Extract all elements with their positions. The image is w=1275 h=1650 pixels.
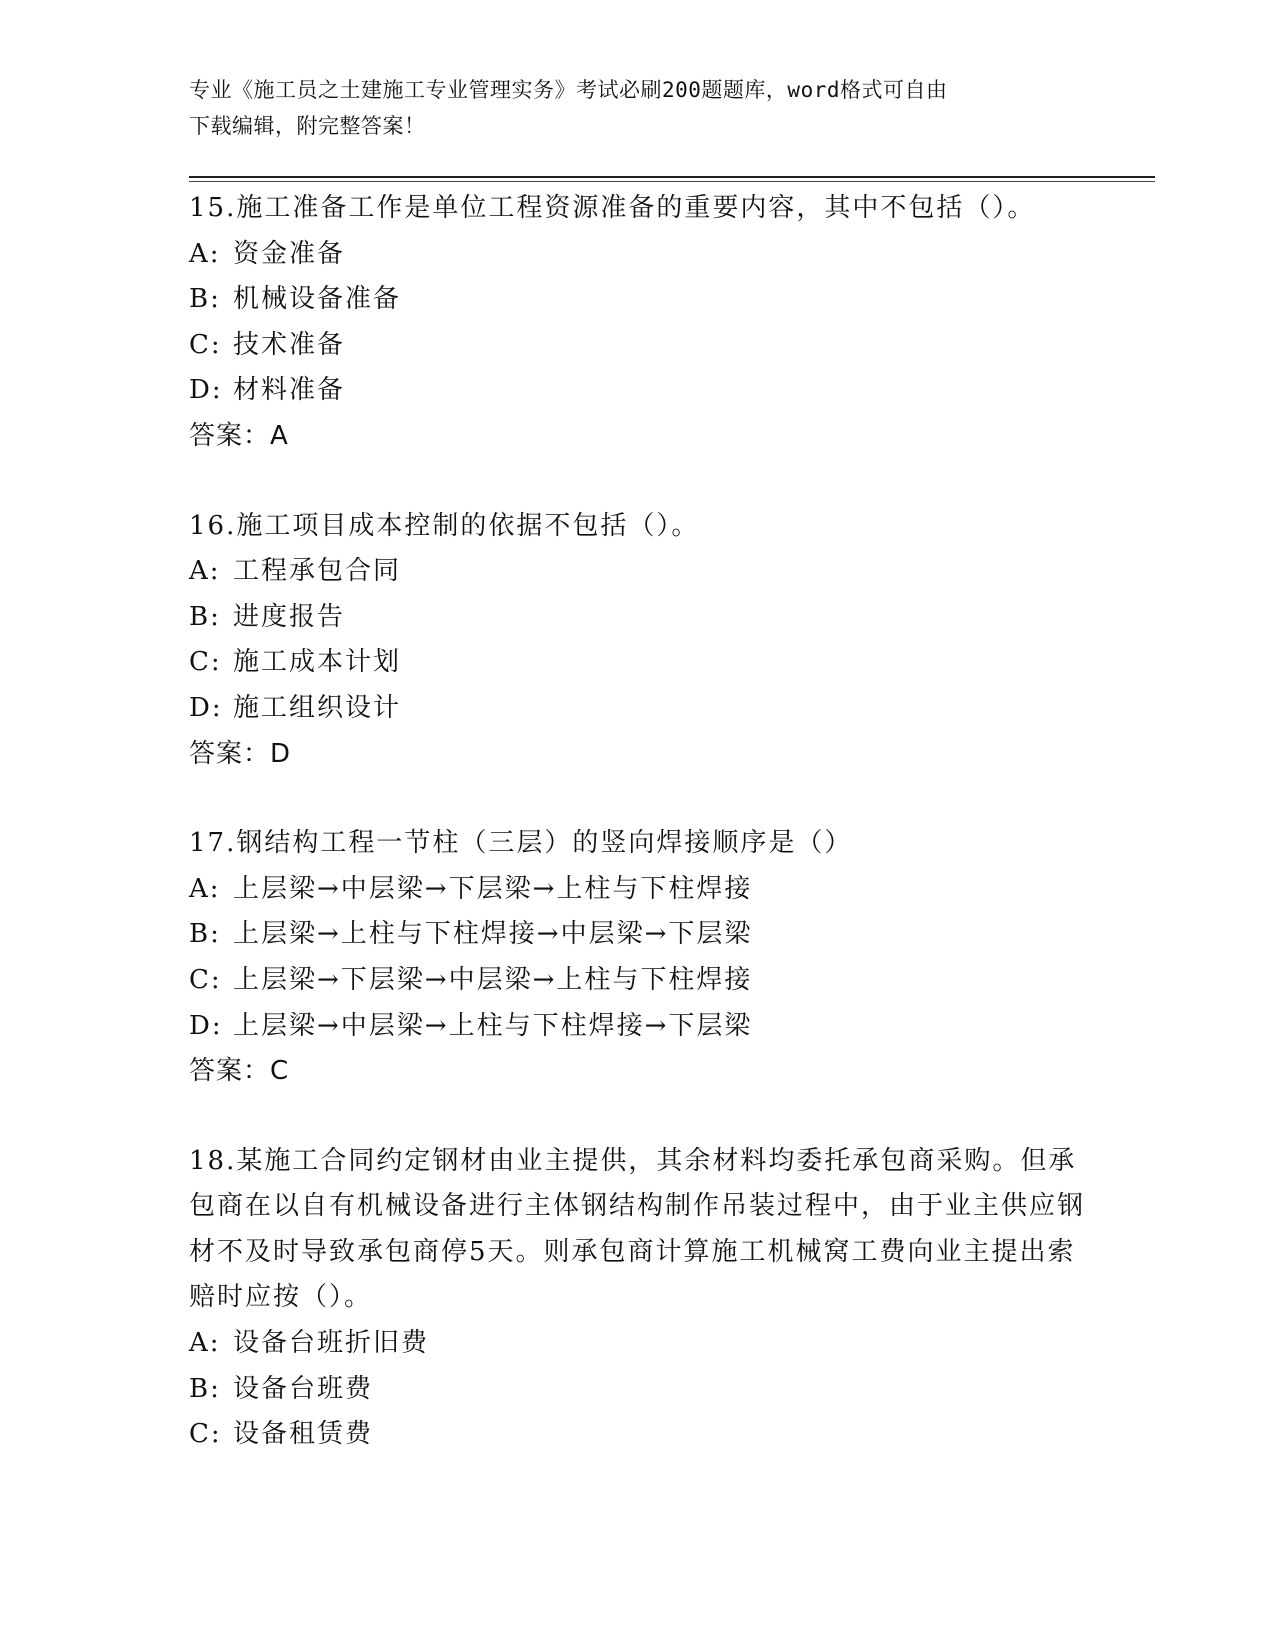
question-stem: 17.钢结构工程一节柱（三层）的竖向焊接顺序是（） [189, 828, 853, 859]
option-text: 设备租赁费 [233, 1419, 374, 1450]
answer-option [189, 549, 1089, 595]
answer-option [189, 595, 1089, 641]
option-text: 设备台班折旧费 [233, 1328, 430, 1359]
option-text: 上层梁→上柱与下柱焊接→中层梁→下层梁 [233, 919, 753, 950]
answer-option [189, 1412, 1089, 1458]
question-stem: 18.某施工合同约定钢材由业主提供，其余材料均委托承包商采购。但承包商在以自有机械设备进行主体钢结构制作吊装过程中，由于业主供应钢材不及时导致承包商停5天。则承包商计算施工机械窝工费向业主提出索赔时应按（）。 [189, 1145, 1086, 1313]
option-letter: B: [189, 601, 221, 632]
option-text: 机械设备准备 [233, 284, 402, 315]
answer-option [189, 1321, 1089, 1367]
option-text: 上层梁→中层梁→上柱与下柱焊接→下层梁 [233, 1010, 753, 1041]
option-letter: B: [189, 284, 221, 315]
option-text: 进度报告 [233, 601, 346, 632]
option-letter: C: [189, 1419, 222, 1450]
answer-option [189, 1004, 1089, 1050]
option-letter: C: [189, 329, 222, 360]
answer-option [189, 867, 1089, 913]
answer-option [189, 368, 1089, 414]
header-divider-thin [189, 181, 1155, 182]
option-text: 材料准备 [233, 375, 346, 406]
option-letter: B: [189, 919, 221, 950]
answer-option [189, 958, 1089, 1004]
option-letter: D: [189, 375, 223, 406]
question-list [189, 186, 1089, 1502]
option-text: 工程承包合同 [233, 556, 402, 587]
option-letter: A: [189, 238, 221, 269]
document-header [189, 72, 1069, 144]
question-block [189, 504, 1089, 778]
option-letter: C: [189, 964, 222, 995]
question-block [189, 1139, 1089, 1458]
answer-key: 答案：D [189, 738, 292, 769]
option-letter: A: [189, 556, 221, 587]
header-line-2: 下载编辑，附完整答案！ [189, 114, 426, 138]
question-stem: 16.施工项目成本控制的依据不包括（）。 [189, 510, 700, 541]
answer-option [189, 1367, 1089, 1413]
answer-option [189, 277, 1089, 323]
option-text: 施工成本计划 [233, 647, 402, 678]
option-letter: A: [189, 873, 221, 904]
question-stem: 15.施工准备工作是单位工程资源准备的重要内容，其中不包括（）。 [189, 193, 1036, 223]
answer-option [189, 686, 1089, 732]
answer-option [189, 232, 1089, 278]
header-divider-thick [189, 176, 1155, 178]
option-text: 技术准备 [233, 329, 346, 360]
option-letter: B: [189, 1373, 221, 1404]
answer-option [189, 323, 1089, 369]
option-text: 上层梁→中层梁→下层梁→上柱与下柱焊接 [233, 873, 753, 904]
option-letter: D: [189, 692, 223, 723]
option-letter: D: [189, 1010, 223, 1041]
option-letter: C: [189, 647, 222, 678]
question-block [189, 186, 1089, 460]
answer-option [189, 912, 1089, 958]
answer-option [189, 640, 1089, 686]
option-text: 资金准备 [233, 238, 346, 269]
option-text: 设备台班费 [233, 1373, 374, 1404]
answer-key: 答案：C [189, 1056, 290, 1087]
option-text: 施工组织设计 [233, 692, 402, 723]
header-line-1: 专业《施工员之土建施工专业管理实务》考试必刷200题题库，word格式可自由 [189, 78, 948, 102]
option-text: 上层梁→下层梁→中层梁→上柱与下柱焊接 [233, 964, 753, 995]
question-block [189, 821, 1089, 1095]
option-letter: A: [189, 1328, 221, 1359]
answer-key: 答案：A [189, 420, 289, 451]
